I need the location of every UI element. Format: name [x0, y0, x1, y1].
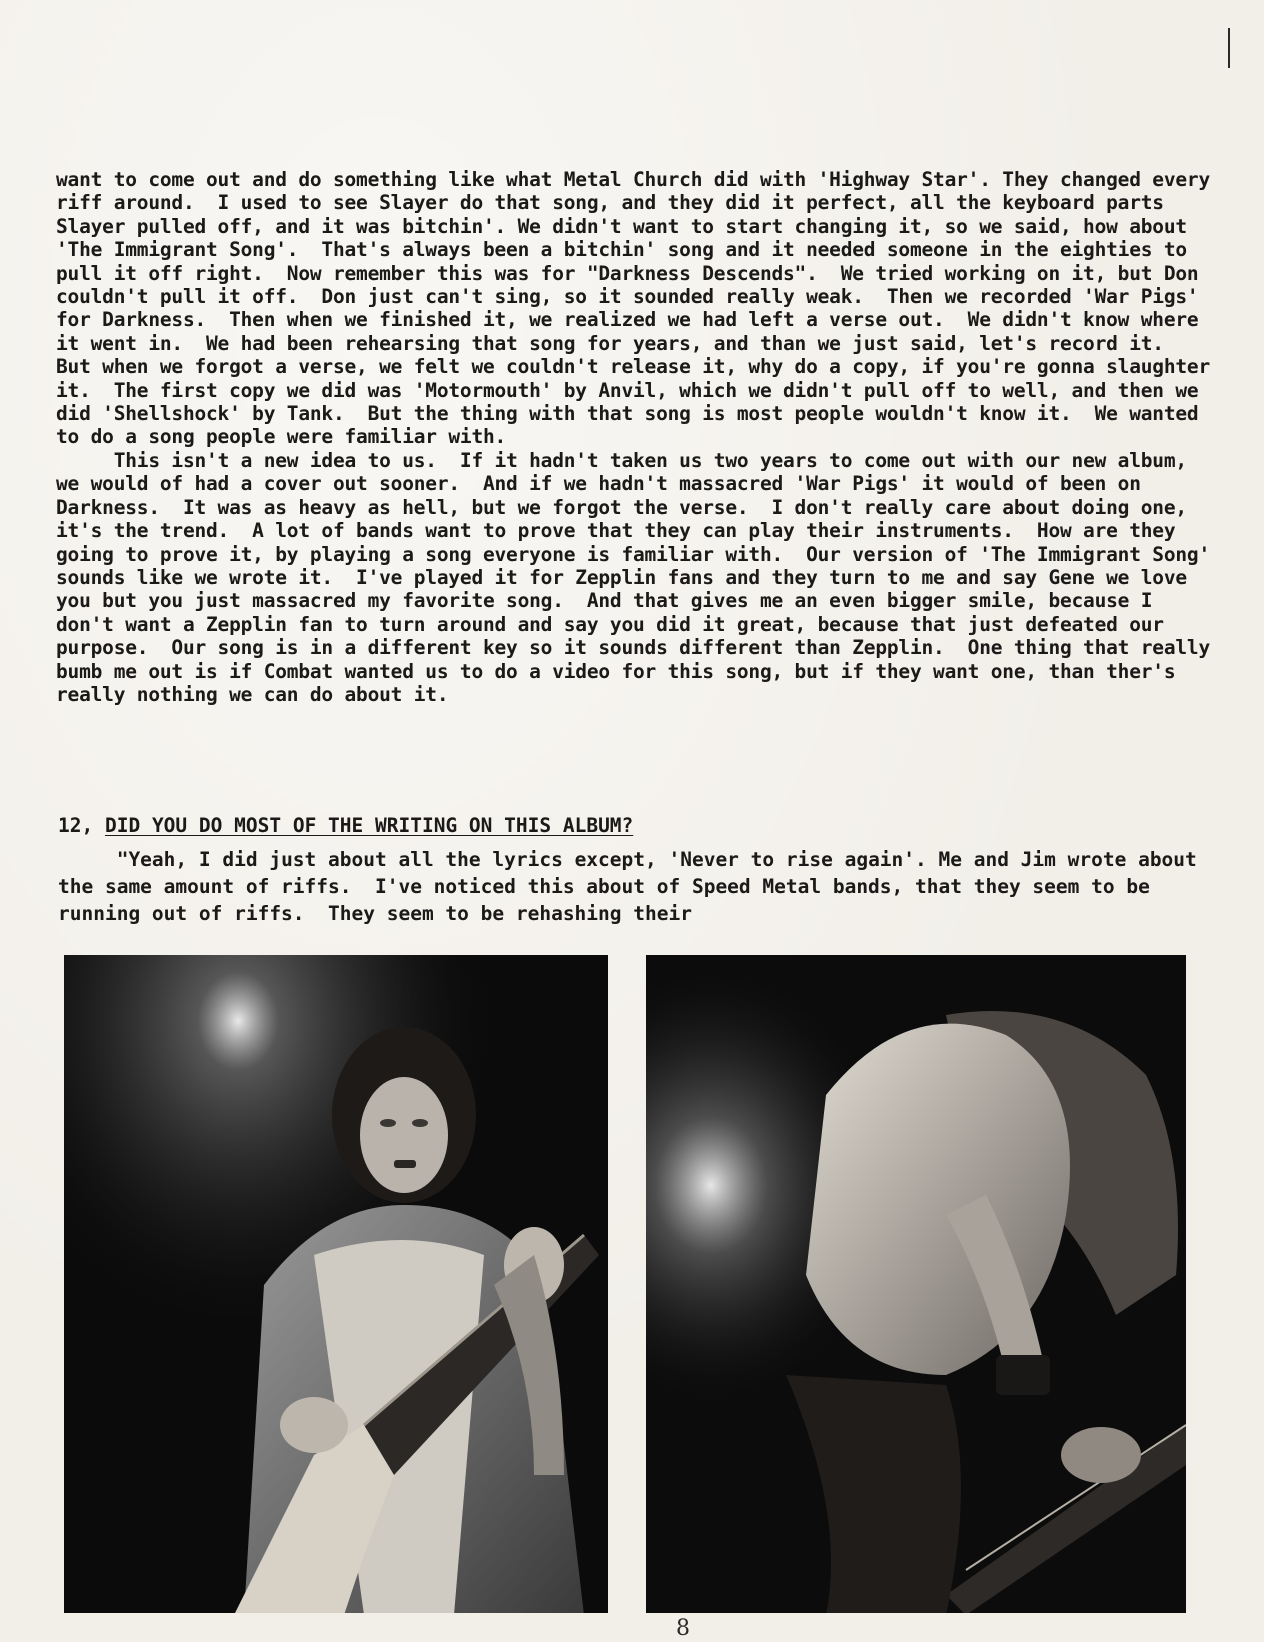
guitarist-photo-right: [646, 955, 1186, 1613]
question-number: 12,: [58, 814, 94, 837]
page-number: 8: [676, 1616, 690, 1641]
question-answer: "Yeah, I did just about all the lyrics except, 'Never to rise again'. Me and Jim wrote about the same amount of riffs. I've noticed this about of Speed Metal bands, that they seem to be running out of riffs. They seem to be rehashing their: [58, 848, 1209, 925]
guitarist-photo-left: [64, 955, 608, 1613]
answer-paragraph-2: This isn't a new idea to us. If it hadn't taken us two years to come out with our new album, we would of had a cover out sooner. And if we hadn't massacred 'War Pigs' it would of been on Darkness. It was as heavy as hell, but we forgot the verse. I don't really care about doing one, it's the trend. A lot of bands want to prove that they can play their instruments. How are they going to prove it, by playing a song everyone is familiar with. Our version of 'The Immigrant Song' sounds like we wrote it. I've played it for Zepplin fans and they turn to me and say Gene we love you but you just massacred my favorite song. And that gives me an even bigger smile, because I don't want a Zepplin fan to turn around and say you did it great, because that just defeated our purpose. Our song is in a different key so it sounds different than Zepplin. One thing that really bumb me out is if Combat wanted us to do a video for this song, but if they want one, than ther's really nothing we can do about it.: [56, 448, 1222, 706]
guitarist-photo-left-image: [64, 955, 608, 1613]
guitarist-photo-right-image: [646, 955, 1186, 1613]
question-text: DID YOU DO MOST OF THE WRITING ON THIS ALBUM?: [104, 814, 634, 837]
page-edge-mark: [1228, 28, 1230, 68]
interview-answer-continued: [56, 168, 1222, 706]
question-heading: [58, 812, 1218, 840]
answer-paragraph-1: want to come out and do something like what Metal Church did with 'Highway Star'. They changed every riff around. I used to see Slayer do that song, and they did it perfect, all the keyboard parts Slayer pulled off, and it was bitchin'. We didn't want to start changing it, so we said, how about 'The Immigrant Song'. That's always been a bitchin' song and it needed someone in the eighties to pull it off right. Now remember this was for "Darkness Descends". We tried working on it, but Don couldn't pull it off. Don just can't sing, so it sounded really weak. Then we recorded 'War Pigs' for Darkness. Then when we finished it, we realized we had left a verse out. We didn't know where it went in. We had been rehearsing that song for years, and than we just said, let's record it. But when we forgot a verse, we felt we couldn't release it, why do a copy, if you're gonna slaughter it. The first copy we did was 'Motormouth' by Anvil, which we didn't pull off to well, and then we did 'Shellshock' by Tank. But the thing with that song is most people wouldn't know it. We wanted to do a song people were familiar with.: [56, 168, 1222, 449]
interview-question-12: [58, 812, 1218, 927]
